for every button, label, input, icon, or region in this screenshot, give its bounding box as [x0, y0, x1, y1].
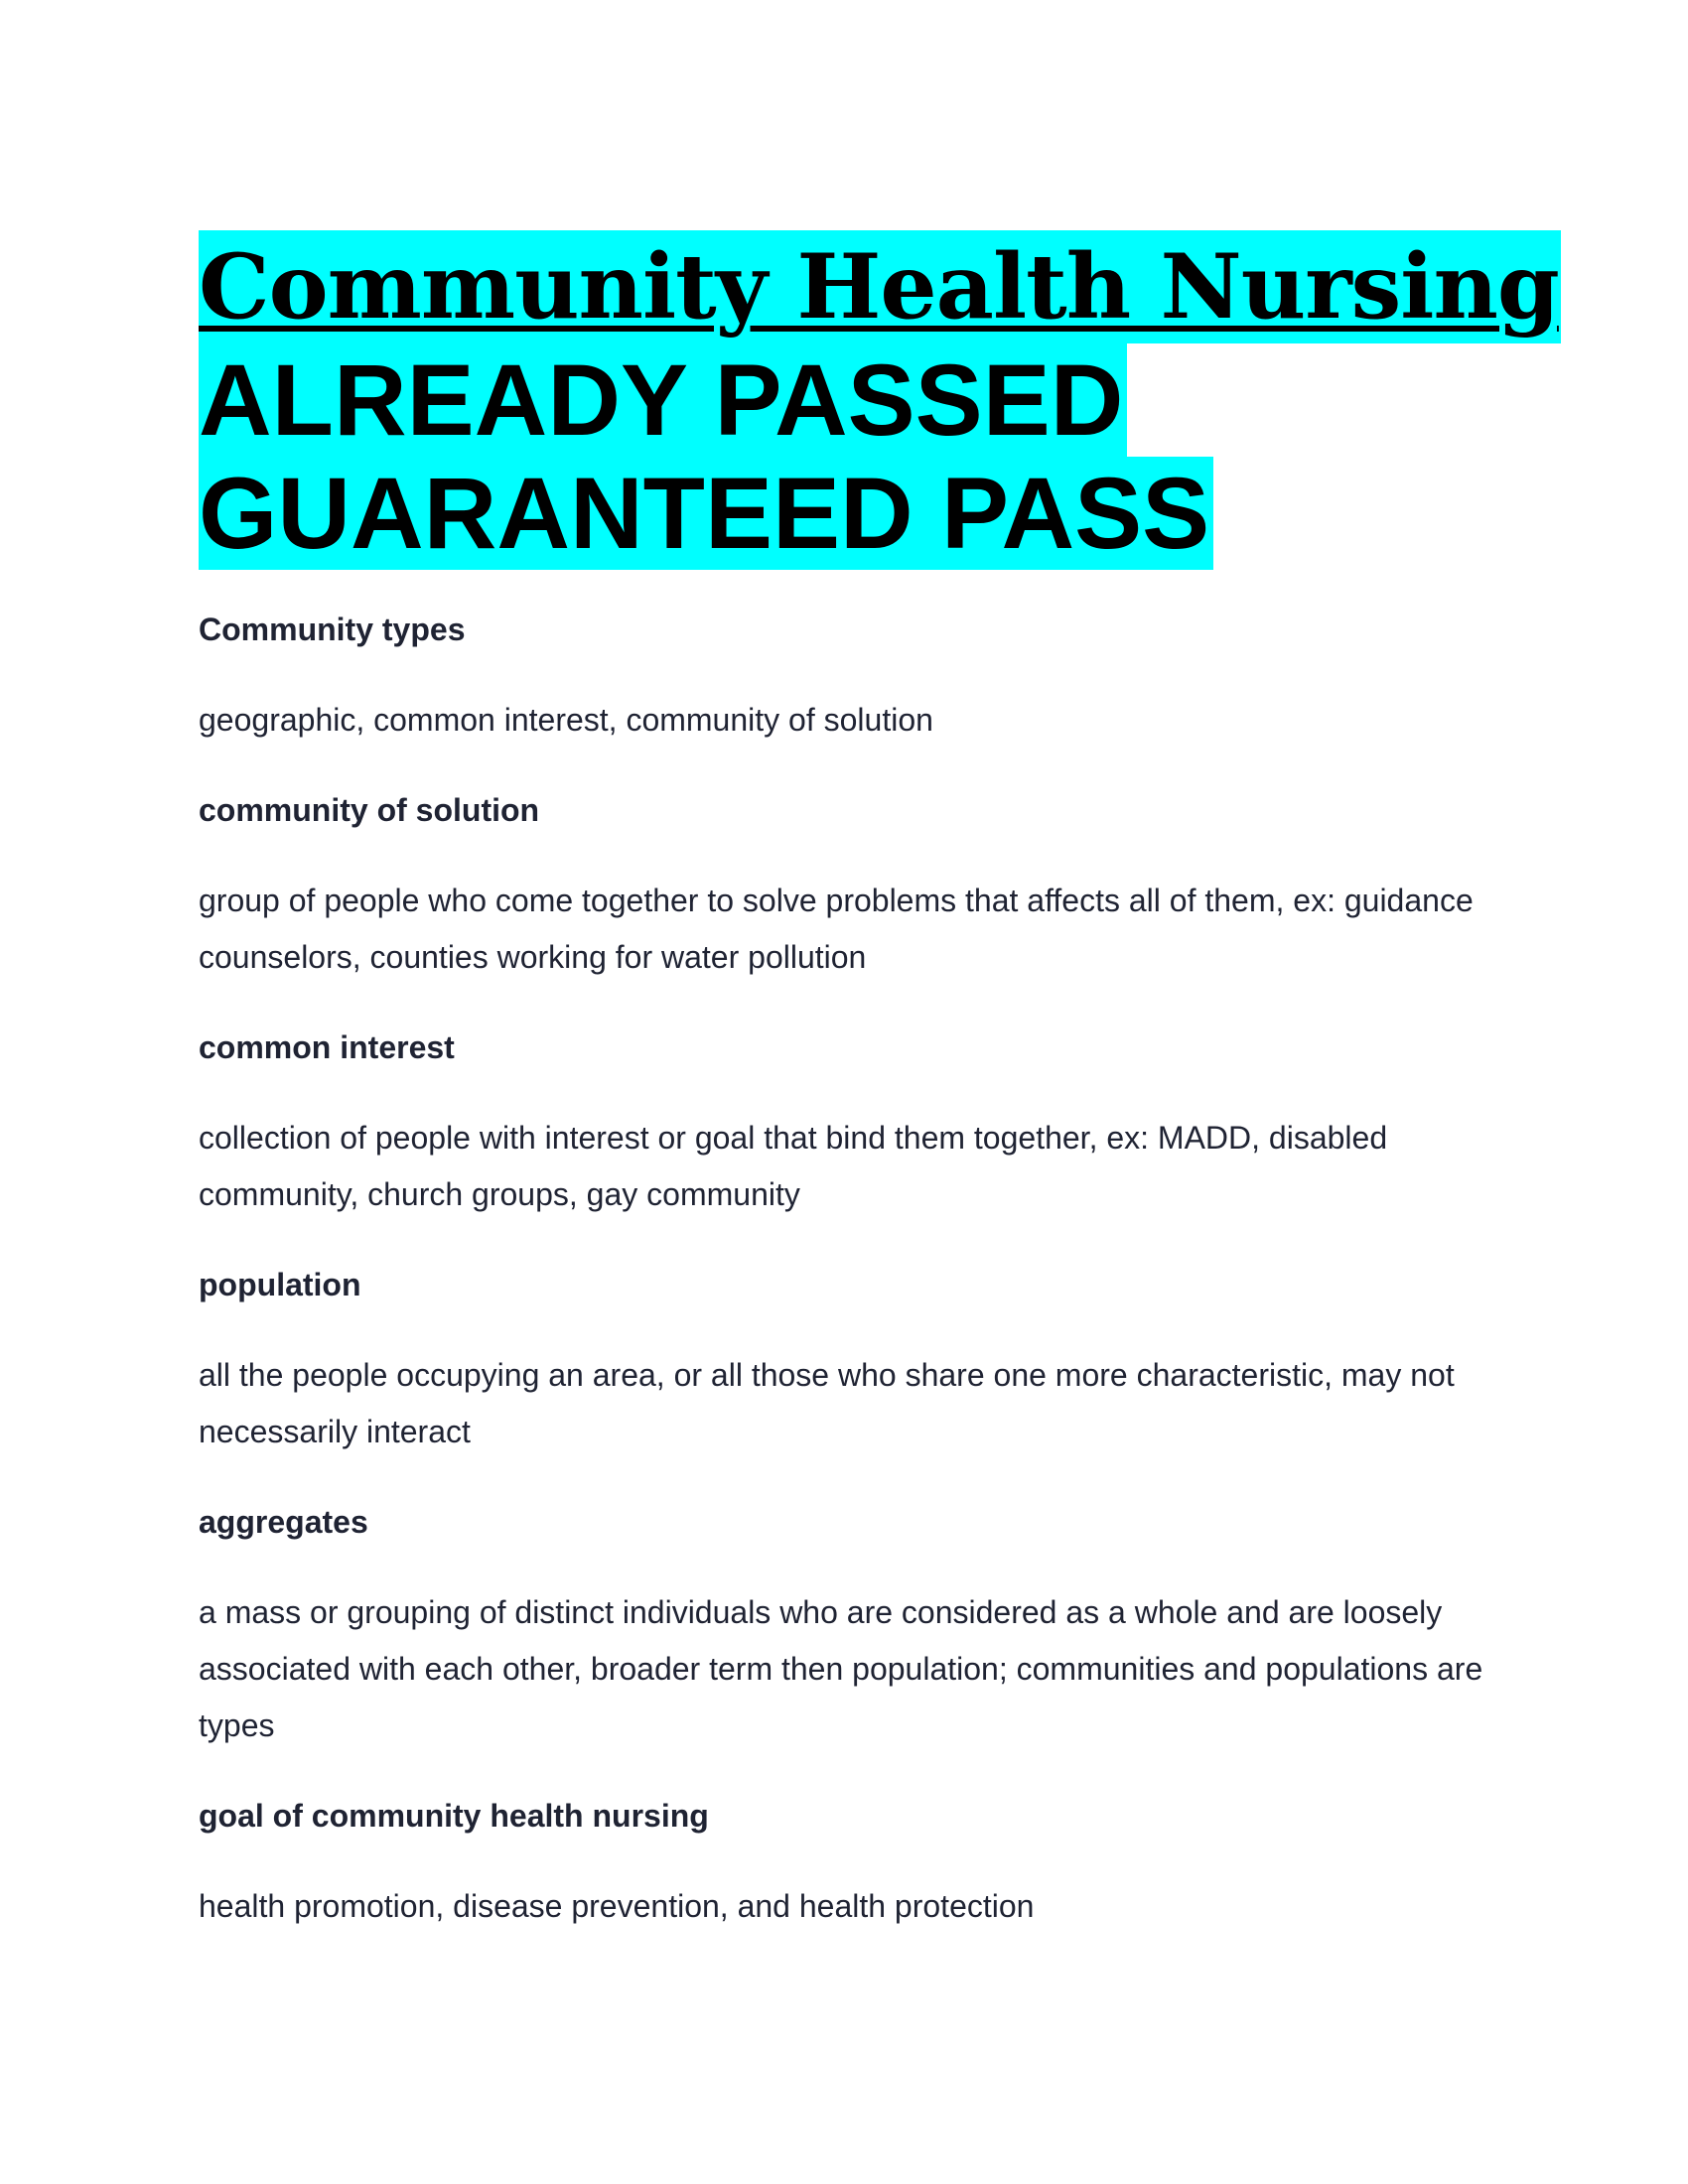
term-definition: all the people occupying an area, or all those who share one more characteristic, may not necessarily interact	[199, 1357, 1455, 1449]
document-content	[199, 230, 1559, 1935]
title-line-course: Community Health Nursing	[199, 230, 1561, 343]
term-heading: common interest	[199, 1029, 455, 1065]
title-line-guaranteed-pass: GUARANTEED PASS	[199, 457, 1213, 570]
title-line-already-passed: ALREADY PASSED	[199, 343, 1127, 457]
term-definition: a mass or grouping of distinct individuals who are considered as a whole and are loosely associated with each other, broader term then population; communities and populations are types	[199, 1594, 1483, 1743]
term-definition: collection of people with interest or goal that bind them together, ex: MADD, disabled community, church groups, gay community	[199, 1120, 1388, 1212]
term-heading: aggregates	[199, 1504, 368, 1540]
term-heading: community of solution	[199, 792, 540, 828]
term-heading: Community types	[199, 612, 466, 647]
term-heading: population	[199, 1267, 361, 1302]
term-definition: health promotion, disease prevention, and health protection	[199, 1888, 1035, 1924]
term-heading: goal of community health nursing	[199, 1798, 709, 1834]
term-definition: geographic, common interest, community of solution	[199, 702, 933, 738]
qa-list	[199, 602, 1489, 1935]
term-definition: group of people who come together to solve problems that affects all of them, ex: guidance counselors, counties working for water pollution	[199, 883, 1474, 975]
document-title	[199, 230, 1559, 570]
